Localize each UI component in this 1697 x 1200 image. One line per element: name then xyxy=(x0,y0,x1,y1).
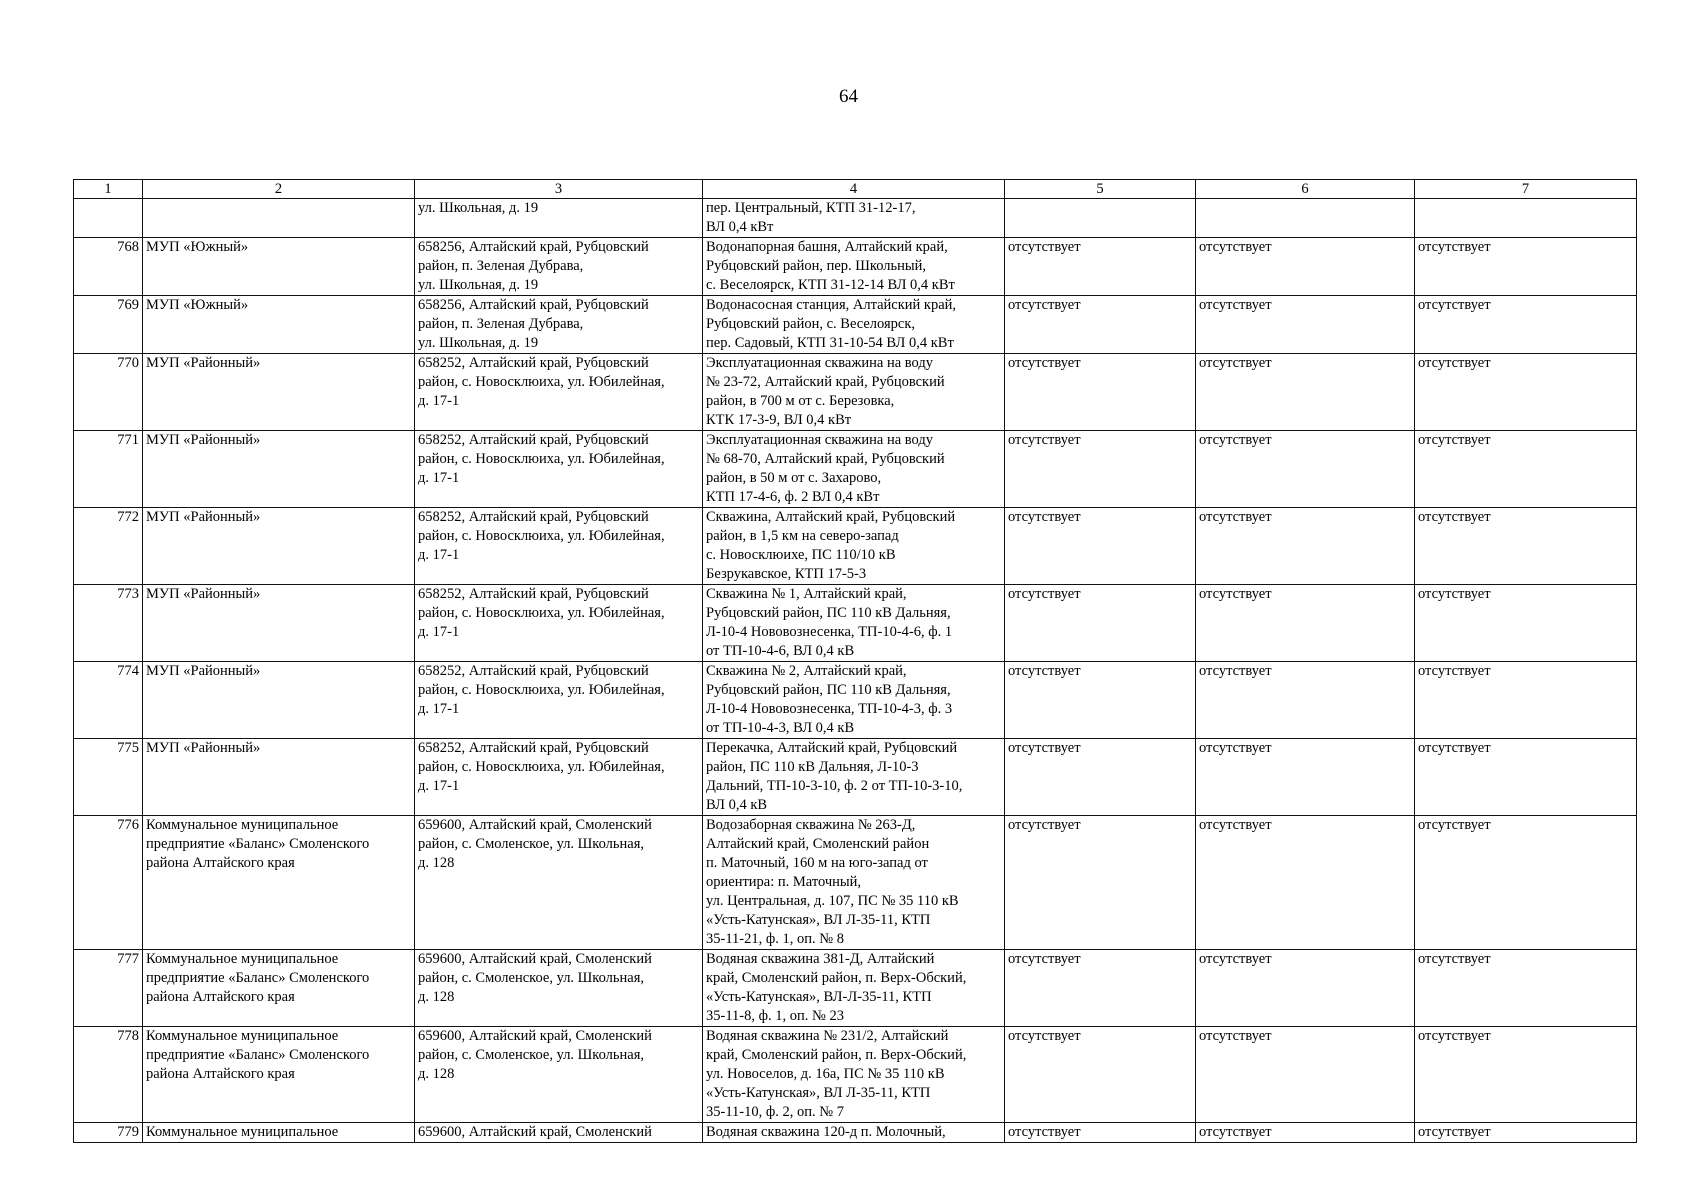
row-number: 768 xyxy=(74,238,143,296)
column-header: 2 xyxy=(143,180,415,199)
row-number: 775 xyxy=(74,739,143,816)
cell-organization: МУП «Районный» xyxy=(143,508,415,585)
column-header: 1 xyxy=(74,180,143,199)
registry-table xyxy=(73,179,1637,1143)
cell-address: 658252, Алтайский край, Рубцовский район, с. Новосклюиха, ул. Юбилейная, д. 17-1 xyxy=(415,662,703,739)
table-row xyxy=(74,1123,1637,1143)
cell-object: пер. Центральный, КТП 31-12-17, ВЛ 0,4 кВт xyxy=(703,199,1005,238)
cell-organization: МУП «Районный» xyxy=(143,662,415,739)
cell-col6: отсутствует xyxy=(1196,739,1415,816)
row-number: 769 xyxy=(74,296,143,354)
page-number: 64 xyxy=(839,86,858,107)
column-number-header-row xyxy=(74,180,1637,199)
cell-col6: отсутствует xyxy=(1196,1027,1415,1123)
cell-organization: МУП «Районный» xyxy=(143,354,415,431)
cell-empty xyxy=(1415,199,1637,238)
column-header: 7 xyxy=(1415,180,1637,199)
cell-col6: отсутствует xyxy=(1196,296,1415,354)
cell-col7: отсутствует xyxy=(1415,950,1637,1027)
row-number: 776 xyxy=(74,816,143,950)
table-row xyxy=(74,816,1637,950)
table-row xyxy=(74,508,1637,585)
row-number: 778 xyxy=(74,1027,143,1123)
cell-address: 658252, Алтайский край, Рубцовский район, с. Новосклюиха, ул. Юбилейная, д. 17-1 xyxy=(415,585,703,662)
cell-address: 658252, Алтайский край, Рубцовский район, с. Новосклюиха, ул. Юбилейная, д. 17-1 xyxy=(415,431,703,508)
cell-col6: отсутствует xyxy=(1196,508,1415,585)
cell-col5: отсутствует xyxy=(1005,816,1196,950)
cell-organization: Коммунальное муниципальное предприятие «Баланс» Смоленского района Алтайского края xyxy=(143,1027,415,1123)
cell-organization: Коммунальное муниципальное предприятие «Баланс» Смоленского района Алтайского края xyxy=(143,816,415,950)
cell-col6: отсутствует xyxy=(1196,431,1415,508)
cell-object: Водонасосная станция, Алтайский край, Рубцовский район, с. Веселоярск, пер. Садовый, КТП 31-10-54 ВЛ 0,4 кВт xyxy=(703,296,1005,354)
table-row xyxy=(74,1027,1637,1123)
row-number: 777 xyxy=(74,950,143,1027)
cell-col7: отсутствует xyxy=(1415,816,1637,950)
cell-object: Эксплуатационная скважина на воду № 23-72, Алтайский край, Рубцовский район, в 700 м от с. Березовка, КТК 17-3-9, ВЛ 0,4 кВт xyxy=(703,354,1005,431)
row-number: 773 xyxy=(74,585,143,662)
cell-col6: отсутствует xyxy=(1196,662,1415,739)
cell-col5: отсутствует xyxy=(1005,1123,1196,1143)
cell-object: Водонапорная башня, Алтайский край, Рубцовский район, пер. Школьный, с. Веселоярск, КТП 31-12-14 ВЛ 0,4 кВт xyxy=(703,238,1005,296)
cell-object: Скважина № 1, Алтайский край, Рубцовский район, ПС 110 кВ Дальняя, Л-10-4 Нововознесенка, ТП-10-4-6, ф. 1 от ТП-10-4-6, ВЛ 0,4 кВ xyxy=(703,585,1005,662)
cell-col5: отсутствует xyxy=(1005,662,1196,739)
column-header: 5 xyxy=(1005,180,1196,199)
cell-empty xyxy=(1005,199,1196,238)
table-row xyxy=(74,662,1637,739)
cell-col7: отсутствует xyxy=(1415,1027,1637,1123)
cell-col5: отсутствует xyxy=(1005,296,1196,354)
cell-empty xyxy=(74,199,143,238)
cell-col5: отсутствует xyxy=(1005,585,1196,662)
table-row xyxy=(74,950,1637,1027)
cell-empty xyxy=(1196,199,1415,238)
column-header: 4 xyxy=(703,180,1005,199)
cell-object: Водяная скважина 381-Д, Алтайский край, Смоленский район, п. Верх-Обский, «Усть-Катунская», ВЛ-Л-35-11, КТП 35-11-8, ф. 1, оп. № 23 xyxy=(703,950,1005,1027)
table-row xyxy=(74,739,1637,816)
cell-object: Водозаборная скважина № 263-Д, Алтайский край, Смоленский район п. Маточный, 160 м на юго-запад от ориентира: п. Маточный, ул. Центральная, д. 107, ПС № 35 110 кВ «Усть-Катунская», ВЛ Л-35-11, КТП 35-11-21, ф. 1, оп. № 8 xyxy=(703,816,1005,950)
row-number: 771 xyxy=(74,431,143,508)
row-number: 772 xyxy=(74,508,143,585)
cell-col5: отсутствует xyxy=(1005,238,1196,296)
cell-col5: отсутствует xyxy=(1005,431,1196,508)
cell-col6: отсутствует xyxy=(1196,238,1415,296)
cell-col6: отсутствует xyxy=(1196,585,1415,662)
cell-col6: отсутствует xyxy=(1196,1123,1415,1143)
cell-col7: отсутствует xyxy=(1415,662,1637,739)
cell-col5: отсутствует xyxy=(1005,739,1196,816)
cell-address: 659600, Алтайский край, Смоленский район, с. Смоленское, ул. Школьная, д. 128 xyxy=(415,1027,703,1123)
table-row xyxy=(74,431,1637,508)
row-number: 774 xyxy=(74,662,143,739)
table-row xyxy=(74,296,1637,354)
column-header: 3 xyxy=(415,180,703,199)
cell-col7: отсутствует xyxy=(1415,585,1637,662)
table-row xyxy=(74,238,1637,296)
cell-col6: отсутствует xyxy=(1196,950,1415,1027)
table-row xyxy=(74,585,1637,662)
cell-organization: МУП «Южный» xyxy=(143,238,415,296)
cell-col6: отсутствует xyxy=(1196,354,1415,431)
cell-col5: отсутствует xyxy=(1005,354,1196,431)
cell-address: ул. Школьная, д. 19 xyxy=(415,199,703,238)
cell-organization: Коммунальное муниципальное предприятие «Баланс» Смоленского района Алтайского края xyxy=(143,950,415,1027)
cell-address: 658252, Алтайский край, Рубцовский район, с. Новосклюиха, ул. Юбилейная, д. 17-1 xyxy=(415,354,703,431)
column-header: 6 xyxy=(1196,180,1415,199)
cell-object: Эксплуатационная скважина на воду № 68-70, Алтайский край, Рубцовский район, в 50 м от с. Захарово, КТП 17-4-6, ф. 2 ВЛ 0,4 кВт xyxy=(703,431,1005,508)
cell-object: Скважина, Алтайский край, Рубцовский район, в 1,5 км на северо-запад с. Новосклюихе, ПС 110/10 кВ Безрукавское, КТП 17-5-3 xyxy=(703,508,1005,585)
cell-address: 658252, Алтайский край, Рубцовский район, с. Новосклюиха, ул. Юбилейная, д. 17-1 xyxy=(415,739,703,816)
cell-object: Водяная скважина 120-д п. Молочный, xyxy=(703,1123,1005,1143)
cell-address: 659600, Алтайский край, Смоленский xyxy=(415,1123,703,1143)
cell-col7: отсутствует xyxy=(1415,296,1637,354)
row-number: 779 xyxy=(74,1123,143,1143)
cell-col6: отсутствует xyxy=(1196,816,1415,950)
cell-address: 658252, Алтайский край, Рубцовский район, с. Новосклюиха, ул. Юбилейная, д. 17-1 xyxy=(415,508,703,585)
cell-address: 659600, Алтайский край, Смоленский район, с. Смоленское, ул. Школьная, д. 128 xyxy=(415,816,703,950)
table-row xyxy=(74,354,1637,431)
cell-organization: МУП «Южный» xyxy=(143,296,415,354)
cell-address: 658256, Алтайский край, Рубцовский район, п. Зеленая Дубрава, ул. Школьная, д. 19 xyxy=(415,296,703,354)
cell-col7: отсутствует xyxy=(1415,1123,1637,1143)
cell-col5: отсутствует xyxy=(1005,1027,1196,1123)
cell-organization: МУП «Районный» xyxy=(143,431,415,508)
cell-col7: отсутствует xyxy=(1415,354,1637,431)
row-number: 770 xyxy=(74,354,143,431)
continuation-row xyxy=(74,199,1637,238)
cell-col5: отсутствует xyxy=(1005,508,1196,585)
cell-col7: отсутствует xyxy=(1415,238,1637,296)
cell-object: Перекачка, Алтайский край, Рубцовский район, ПС 110 кВ Дальняя, Л-10-3 Дальний, ТП-10-3-10, ф. 2 от ТП-10-3-10, ВЛ 0,4 кВ xyxy=(703,739,1005,816)
cell-col7: отсутствует xyxy=(1415,508,1637,585)
cell-organization: Коммунальное муниципальное xyxy=(143,1123,415,1143)
cell-organization: МУП «Районный» xyxy=(143,585,415,662)
cell-col7: отсутствует xyxy=(1415,739,1637,816)
cell-empty xyxy=(143,199,415,238)
cell-col7: отсутствует xyxy=(1415,431,1637,508)
cell-organization: МУП «Районный» xyxy=(143,739,415,816)
cell-address: 659600, Алтайский край, Смоленский район, с. Смоленское, ул. Школьная, д. 128 xyxy=(415,950,703,1027)
cell-object: Скважина № 2, Алтайский край, Рубцовский район, ПС 110 кВ Дальняя, Л-10-4 Нововознесенка, ТП-10-4-3, ф. 3 от ТП-10-4-3, ВЛ 0,4 кВ xyxy=(703,662,1005,739)
cell-object: Водяная скважина № 231/2, Алтайский край, Смоленский район, п. Верх-Обский, ул. Новоселов, д. 16а, ПС № 35 110 кВ «Усть-Катунская», ВЛ Л-35-11, КТП 35-11-10, ф. 2, оп. № 7 xyxy=(703,1027,1005,1123)
cell-col5: отсутствует xyxy=(1005,950,1196,1027)
cell-address: 658256, Алтайский край, Рубцовский район, п. Зеленая Дубрава, ул. Школьная, д. 19 xyxy=(415,238,703,296)
